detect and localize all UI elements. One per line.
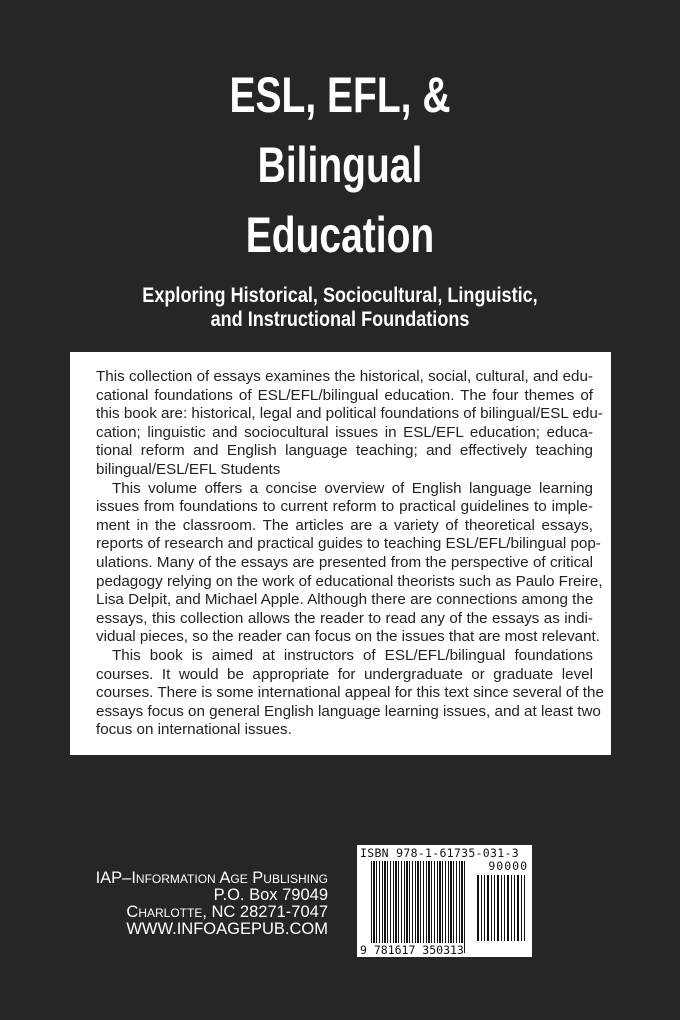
publisher-address-line2: Charlotte, NC 28271-7047 bbox=[126, 903, 328, 921]
description-line: cational foundations of ESL/EFL/bilingual education. The four themes of bbox=[96, 386, 593, 404]
description-box bbox=[70, 352, 611, 755]
publisher-info bbox=[96, 870, 328, 938]
subtitle-line: Exploring Historical, Sociocultural, Linguistic, bbox=[142, 284, 538, 307]
description-line: pedagogy relying on the work of educational theorists such as Paulo Freire, bbox=[96, 572, 603, 590]
publisher-name: IAP–Information Age Publishing bbox=[95, 869, 328, 887]
barcode-addon-digits: 90000 bbox=[488, 859, 528, 873]
publisher-website: WWW.INFOAGEPUB.COM bbox=[126, 920, 328, 938]
description-line: Lisa Delpit, and Michael Apple. Although there are connections among the bbox=[96, 591, 594, 609]
description-line: tional reform and English language teaching; and effectively teaching bbox=[96, 442, 593, 460]
description-line: This book is aimed at instructors of ESL/EFL/bilingual foundations bbox=[112, 646, 593, 664]
isbn-label: ISBN 978-1-61735-031-3 bbox=[360, 846, 519, 860]
title-line: Bilingual bbox=[257, 137, 423, 193]
description-line: cation; linguistic and sociocultural issues in ESL/EFL education; educa- bbox=[96, 423, 593, 441]
description-line: bilingual/ESL/EFL Students bbox=[96, 460, 281, 478]
barcode-addon-bars bbox=[477, 875, 527, 941]
subtitle-line: and Instructional Foundations bbox=[210, 308, 470, 331]
description-line: focus on international issues. bbox=[96, 721, 292, 739]
description-line: essays focus on general English language learning issues, and at least two bbox=[96, 702, 601, 720]
barcode-bars bbox=[371, 861, 467, 953]
title-line: Education bbox=[245, 207, 435, 263]
description-line: issues from foundations to current reform to practical guidelines to imple- bbox=[96, 498, 593, 516]
description-line: reports of research and practical guides to teaching ESL/EFL/bilingual pop- bbox=[96, 535, 601, 553]
description-line: ment in the classroom. The articles are a variety of theoretical essays, bbox=[96, 516, 593, 534]
barcode-digits: 9 781617 350313 bbox=[360, 943, 464, 957]
publisher-address-line1: P.O. Box 79049 bbox=[213, 886, 328, 904]
description-line: this book are: historical, legal and political foundations of bilingual/ESL edu- bbox=[96, 405, 603, 423]
book-title bbox=[0, 60, 680, 270]
description-line: This collection of essays examines the historical, social, cultural, and edu- bbox=[96, 368, 593, 385]
book-subtitle bbox=[0, 284, 680, 332]
isbn-barcode bbox=[357, 845, 532, 957]
description-line: ulations. Many of the essays are presented from the perspective of critical bbox=[96, 553, 593, 571]
description-line: courses. There is some international appeal for this text since several of the bbox=[96, 684, 604, 702]
title-line: ESL, EFL, & bbox=[229, 67, 451, 123]
description-line: courses. It would be appropriate for undergraduate or graduate level bbox=[96, 665, 593, 683]
description-line: vidual pieces, so the reader can focus on the issues that are most relevant. bbox=[96, 628, 600, 646]
description-line: essays, this collection allows the reader to read any of the essays as indi- bbox=[96, 609, 593, 627]
description-line: This volume offers a concise overview of English language learning bbox=[112, 479, 593, 497]
